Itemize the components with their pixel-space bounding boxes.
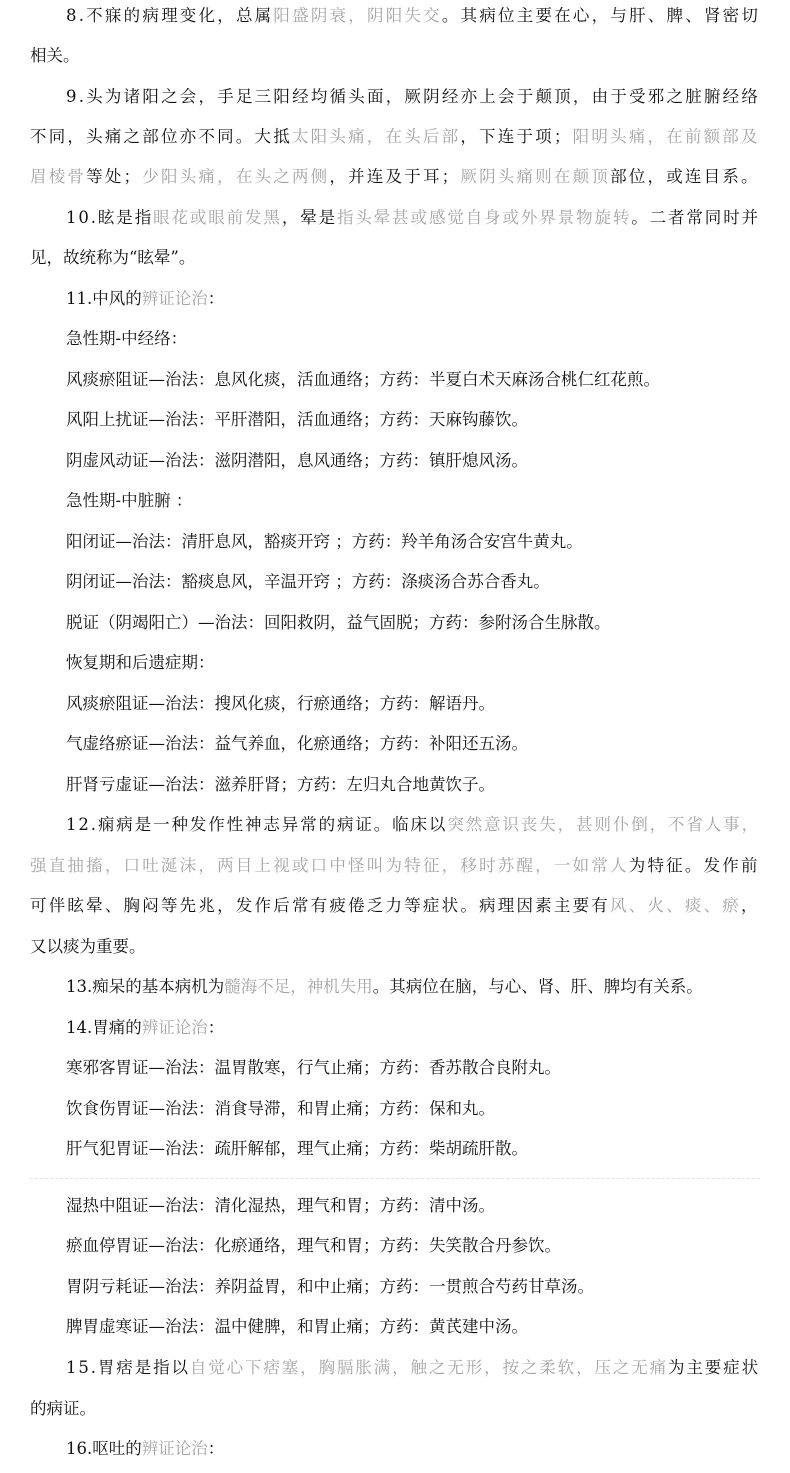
highlighted-text: 风、火、痰、瘀 [610, 896, 741, 915]
text-line [30, 936, 146, 958]
text-segment: 风痰瘀阻证—治法：搜风化痰，行瘀通络；方药：解语丹。 [66, 694, 495, 713]
text-line [66, 86, 760, 108]
text-line [30, 855, 760, 877]
highlighted-text: 辨证论治 [141, 1018, 208, 1037]
text-segment: 急性期-中经络： [66, 329, 188, 348]
text-segment: 阳闭证—治法：清肝息风，豁痰开窍 ；方药：羚羊角汤合安宫牛黄丸。 [66, 532, 583, 551]
text-line [30, 45, 80, 67]
text-line [66, 450, 528, 472]
highlighted-text: 指头晕甚或感觉自身或外界景物旋转 [337, 208, 632, 227]
text-line [66, 693, 495, 715]
text-segment: 等处； [86, 167, 143, 186]
text-line [66, 1017, 224, 1039]
text-segment: 。其病位主要在心，与肝、脾、肾密切 [441, 6, 761, 25]
text-segment: 脾胃虚寒证—治法：温中健脾，和胃止痛；方药：黄芪建中汤。 [66, 1317, 528, 1336]
text-line [66, 1098, 495, 1120]
text-segment: 。二者常同时并 [631, 208, 760, 227]
text-segment: ，晕是 [281, 208, 337, 227]
text-segment: 15.胃痞是指以 [66, 1358, 190, 1377]
text-line [66, 5, 760, 27]
text-segment: 部位，或连目系。 [610, 167, 760, 186]
text-line [66, 531, 583, 553]
text-segment: 恢复期和后遗症期： [66, 653, 215, 672]
text-line [66, 774, 495, 796]
text-segment: 可伴眩晕、胸闷等先兆，发作后常有疲倦乏力等症状。病理因素主要有 [30, 896, 611, 915]
text-segment: 寒邪客胃证—治法：温胃散寒，行气止痛；方药：香苏散合良附丸。 [66, 1058, 561, 1077]
text-segment: 肝肾亏虚证—治法：滋养肝肾；方药：左归丸合地黄饮子。 [66, 775, 495, 794]
text-line [66, 1138, 528, 1160]
text-segment: 9.头为诸阳之会，手足三阳经均循头面，厥阴经亦上会于颠顶，由于受邪之脏腑经络 [66, 87, 761, 106]
highlighted-text: 强直抽搐，口吐涎沫，两目上视或口中怪叫为特征，移时苏醒，一如常人 [30, 856, 629, 875]
text-segment: ，下连于项； [460, 127, 573, 146]
highlighted-text: 辨证论治 [141, 1439, 208, 1458]
text-line [66, 288, 224, 310]
highlighted-text: 自觉心下痞塞，胸膈胀满，触之无形，按之柔软，压之无痛 [189, 1358, 669, 1377]
text-line [66, 409, 528, 431]
text-segment: 风阳上扰证—治法：平肝潜阳，活血通络；方药：天麻钩藤饮。 [66, 410, 528, 429]
text-line [30, 126, 760, 148]
text-line [66, 612, 611, 634]
highlighted-text: 少阳头痛，在头之两侧 [142, 167, 330, 186]
text-line [66, 1316, 528, 1338]
highlighted-text: 太阳头痛，在头后部 [291, 127, 461, 146]
text-line [66, 1276, 594, 1298]
text-segment: 风痰瘀阻证—治法：息风化痰，活血通络；方药：半夏白术天麻汤合桃仁红花煎。 [66, 370, 660, 389]
text-segment: 肝气犯胃证—治法：疏肝解郁，理气止痛；方药：柴胡疏肝散。 [66, 1139, 528, 1158]
text-segment: 胃阴亏耗证—治法：养阴益胃，和中止痛；方药：一贯煎合芍药甘草汤。 [66, 1277, 594, 1296]
text-segment: ： [207, 1439, 225, 1458]
text-line [66, 652, 215, 674]
text-line [66, 976, 703, 998]
text-line [66, 1235, 561, 1257]
text-segment: 急性期-中脏腑 ： [66, 491, 193, 510]
text-segment: 湿热中阻证—治法：清化湿热，理气和胃；方药：清中汤。 [66, 1196, 495, 1215]
text-line [66, 733, 528, 755]
highlighted-text: 髓海不足，神机失用 [224, 977, 373, 996]
highlighted-text: 厥阴头痛则在颠顶 [460, 167, 611, 186]
text-segment: 阴闭证—治法：豁痰息风，辛温开窍 ；方药：涤痰汤合苏合香丸。 [66, 572, 550, 591]
text-segment: 为特征。发作前 [628, 856, 760, 875]
text-line [66, 1438, 224, 1460]
text-segment: 气虚络瘀证—治法：益气养血，化瘀通络；方药：补阳还五汤。 [66, 734, 528, 753]
text-segment: 脱证（阴竭阳亡）—治法：回阳救阴，益气固脱；方药：参附汤合生脉散。 [66, 613, 611, 632]
text-segment: ： [207, 1018, 225, 1037]
highlighted-text: 眼花或眼前发黑 [153, 208, 282, 227]
text-line [30, 895, 760, 917]
text-segment: 8.不寐的病理变化，总属 [66, 6, 274, 25]
highlighted-text: 突然意识丧失，甚则仆倒，不省人事， [447, 815, 760, 834]
text-segment: 相关。 [30, 46, 80, 65]
text-segment: ，并连及于耳； [329, 167, 461, 186]
text-segment: 见，故统称为“眩晕”。 [30, 248, 196, 267]
text-segment: 饮食伤胃证—治法：消食导滞，和胃止痛；方药：保和丸。 [66, 1099, 495, 1118]
text-line [66, 1195, 495, 1217]
text-segment: 。其病位在脑，与心、肾、肝、脾均有关系。 [372, 977, 703, 996]
text-line [66, 207, 760, 229]
text-segment: 为主要症状 [668, 1358, 760, 1377]
text-line [66, 571, 550, 593]
text-segment: 14.胃痛的 [66, 1018, 142, 1037]
highlighted-text: 辨证论治 [141, 289, 208, 308]
text-line [66, 1057, 561, 1079]
text-segment: ： [207, 289, 225, 308]
text-line [66, 1357, 760, 1379]
text-segment: 10.眩是指 [66, 208, 154, 227]
text-segment: 的病证。 [30, 1399, 96, 1418]
text-line [30, 247, 195, 269]
text-segment: 12.痫病是一种发作性神志异常的病证。临床以 [66, 815, 448, 834]
text-segment: 13.痴呆的基本病机为 [66, 977, 225, 996]
text-segment: 不同，头痛之部位亦不同。大抵 [30, 127, 292, 146]
text-line [30, 166, 760, 188]
text-segment: 瘀血停胃证—治法：化瘀通络，理气和胃；方药：失笑散合丹参饮。 [66, 1236, 561, 1255]
text-segment: 11.中风的 [66, 289, 142, 308]
text-line [30, 1398, 96, 1420]
highlighted-text: 眉棱骨 [30, 167, 87, 186]
text-line [66, 814, 760, 836]
highlighted-text: 阳明头痛，在前额部及 [572, 127, 760, 146]
text-line [66, 369, 660, 391]
page-break-divider [30, 1178, 760, 1179]
text-line [66, 328, 187, 350]
highlighted-text: 阳盛阴衰，阴阳失交 [273, 6, 442, 25]
text-segment: 16.呕吐的 [66, 1439, 142, 1458]
text-segment: ， [741, 896, 760, 915]
text-line [66, 490, 192, 512]
text-segment: 阴虚风动证—治法：滋阴潜阳，息风通络；方药：镇肝熄风汤。 [66, 451, 528, 470]
text-segment: 又以痰为重要。 [30, 937, 146, 956]
